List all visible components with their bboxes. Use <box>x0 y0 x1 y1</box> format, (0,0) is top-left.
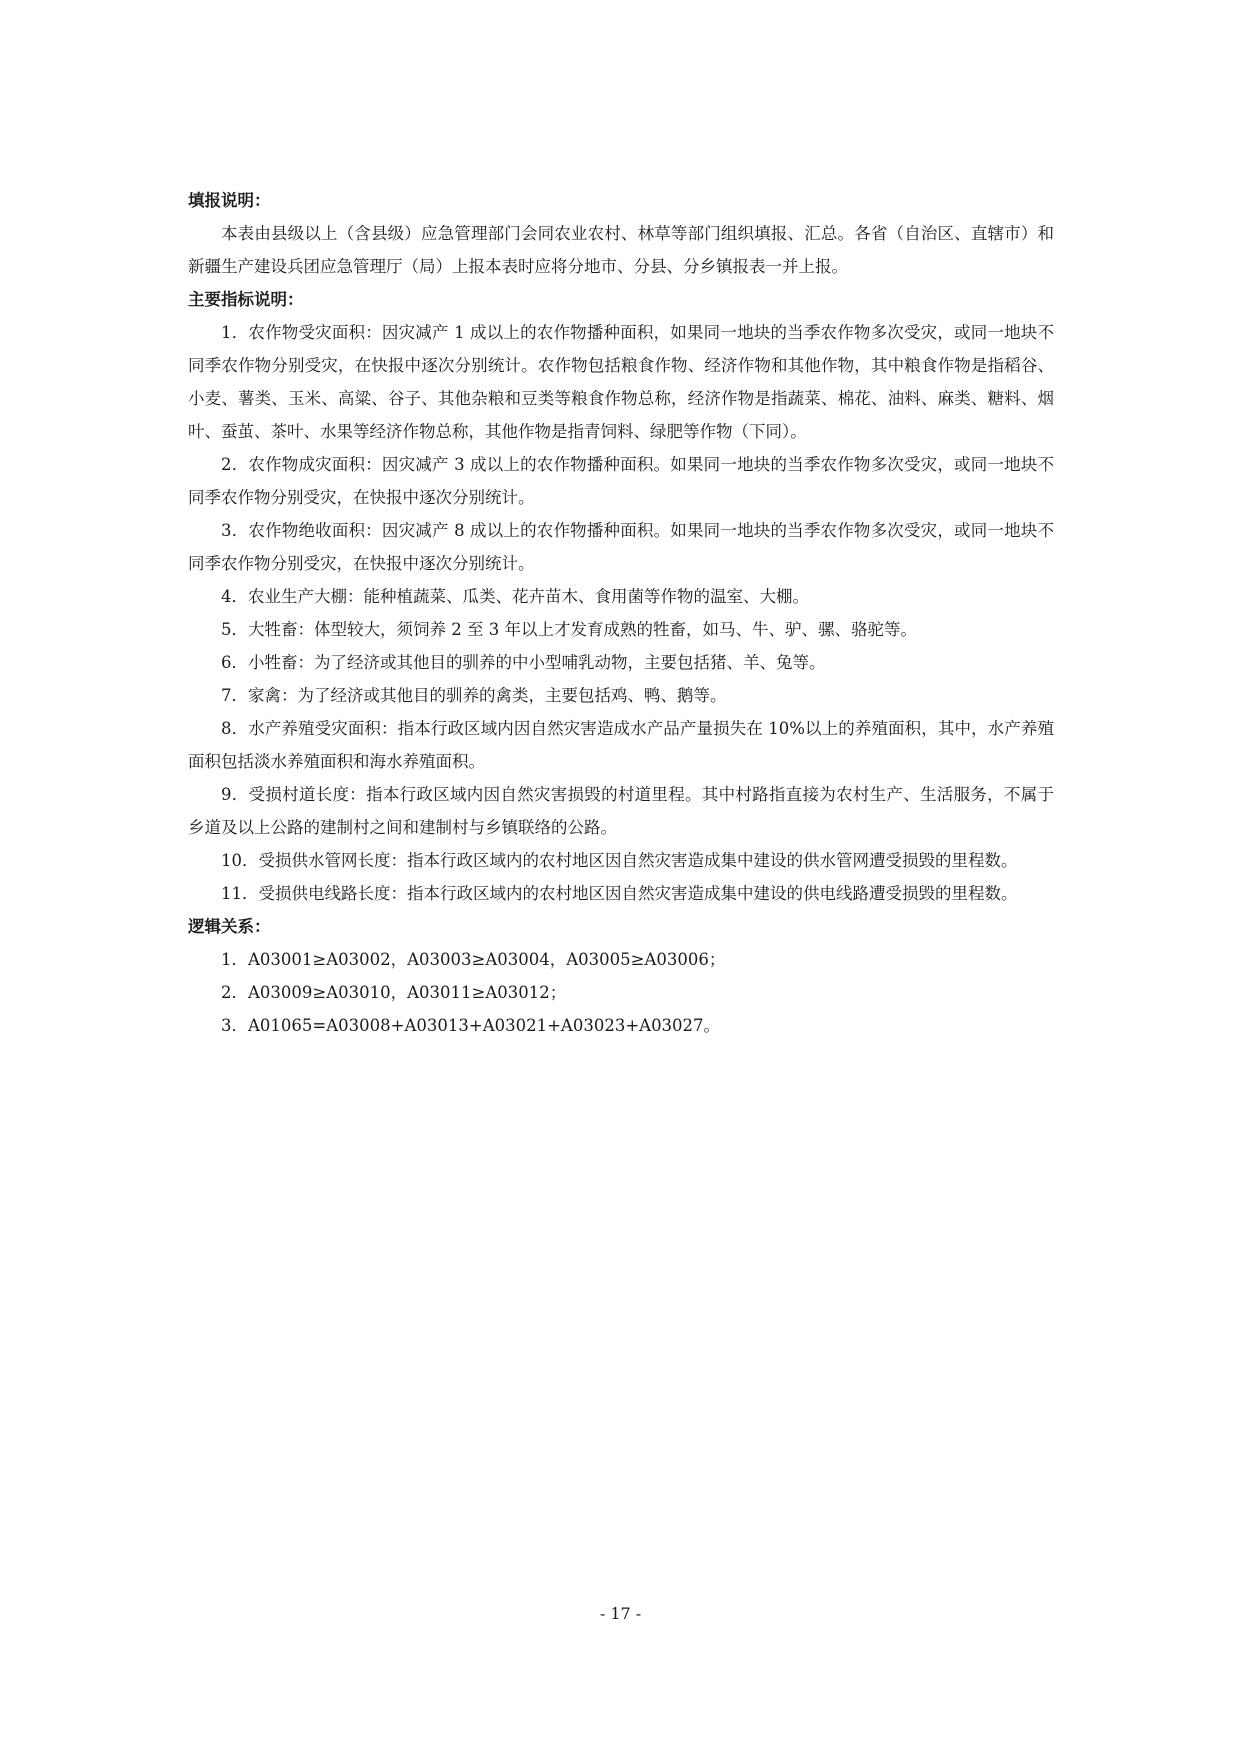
logic-item-1: 1．A03001≥A03002，A03003≥A03004，A03005≥A03006； <box>221 950 726 969</box>
indicator-item-1: 1．农作物受灾面积：因灾减产 1 成以上的农作物播种面积，如果同一地块的当季农作物多次受灾，或同一地块不同季农作物分别受灾，在快报中逐次分别统计。农作物包括粮食作物、经济作物和其他作物，其中粮食作物是指稻谷、小麦、薯类、玉米、高粱、谷子、其他杂粮和豆类等粮食作物总称，经济作物是指蔬菜、棉花、油料、麻类、糖料、烟叶、蚕茧、茶叶、水果等经济作物总称，其他作物是指青饲料、绿肥等作物（下同）。 <box>188 323 1054 441</box>
indicators-heading: 主要指标说明： <box>188 290 304 309</box>
indicator-item-9: 9．受损村道长度：指本行政区域内因自然灾害损毁的村道里程。其中村路指直接为农村生产、生活服务，不属于乡道及以上公路的建制村之间和建制村与乡镇联络的公路。 <box>188 785 1054 837</box>
indicator-item-4: 4．农业生产大棚：能种植蔬菜、瓜类、花卉苗木、食用菌等作物的温室、大棚。 <box>221 587 809 606</box>
indicator-item-6: 6．小牲畜：为了经济或其他目的驯养的中小型哺乳动物，主要包括猪、羊、兔等。 <box>221 653 826 672</box>
indicator-item-2: 2．农作物成灾面积：因灾减产 3 成以上的农作物播种面积。如果同一地块的当季农作物多次受灾，或同一地块不同季农作物分别受灾，在快报中逐次分别统计。 <box>188 455 1054 507</box>
fill-instructions-body: 本表由县级以上（含县级）应急管理部门会同农业农村、林草等部门组织填报、汇总。各省（自治区、直辖市）和新疆生产建设兵团应急管理厅（局）上报本表时应将分地市、分县、分乡镇报表一并上报。 <box>188 224 1054 276</box>
indicator-item-11: 11．受损供电线路长度：指本行政区域内的农村地区因自然灾害造成集中建设的供电线路遭受损毁的里程数。 <box>221 884 1018 903</box>
indicator-item-5: 5．大牲畜：体型较大，须饲养 2 至 3 年以上才发育成熟的牲畜，如马、牛、驴、骡、骆驼等。 <box>221 620 917 639</box>
indicator-item-7: 7．家禽：为了经济或其他目的驯养的禽类，主要包括鸡、鸭、鹅等。 <box>221 686 727 705</box>
logic-item-2: 2．A03009≥A03010，A03011≥A03012； <box>221 983 567 1002</box>
indicator-item-3: 3．农作物绝收面积：因灾减产 8 成以上的农作物播种面积。如果同一地块的当季农作物多次受灾，或同一地块不同季农作物分别受灾，在快报中逐次分别统计。 <box>188 521 1054 573</box>
logic-heading: 逻辑关系： <box>188 917 271 936</box>
indicator-item-10: 10．受损供水管网长度：指本行政区域内的农村地区因自然灾害造成集中建设的供水管网遭受损毁的里程数。 <box>221 851 1018 870</box>
page-number: - 17 - <box>599 1604 642 1623</box>
fill-instructions-heading: 填报说明： <box>188 191 271 210</box>
page-content <box>188 184 1054 1042</box>
indicator-item-8: 8．水产养殖受灾面积：指本行政区域内因自然灾害造成水产品产量损失在 10%以上的养殖面积，其中，水产养殖面积包括淡水养殖面积和海水养殖面积。 <box>188 719 1054 771</box>
logic-item-3: 3．A01065=A03008+A03013+A03021+A03023+A03027。 <box>221 1016 721 1035</box>
